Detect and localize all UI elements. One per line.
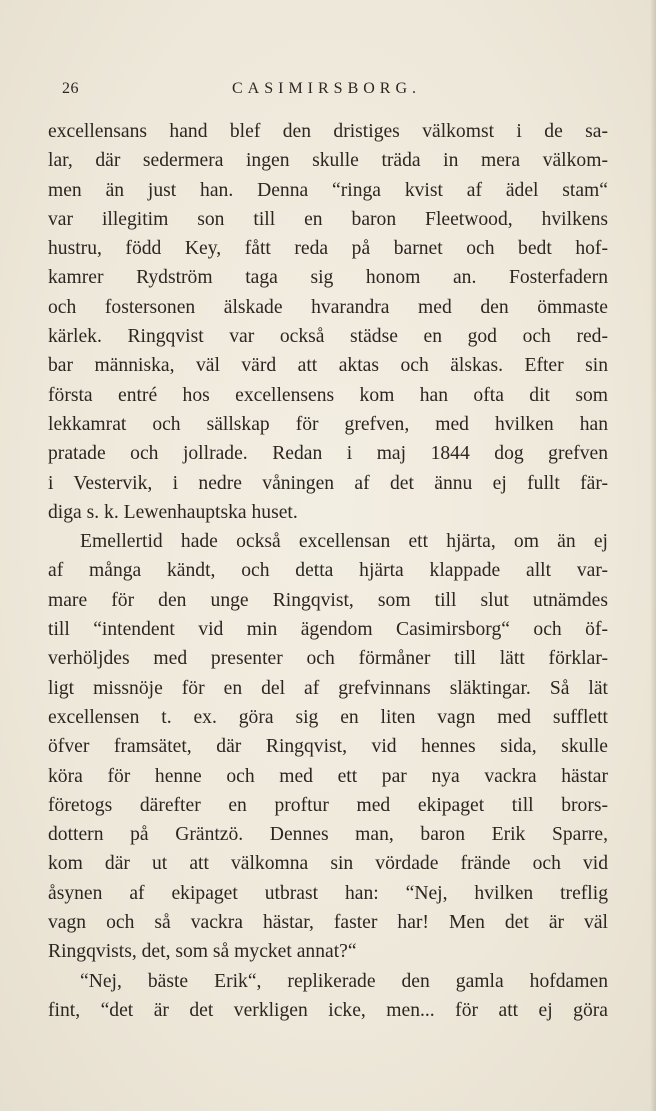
body-text (48, 117, 608, 1025)
text-line: verhöljdes med presenter och förmåner till lätt förklar- (48, 648, 608, 670)
text-line: företogs därefter en proftur med ekipaget till brors- (48, 794, 608, 816)
page-header (0, 80, 656, 104)
text-line: mare för den unge Ringqvist, som till slut utnämdes (48, 589, 608, 611)
text-line: lar, där sedermera ingen skulle träda in mera välkom- (48, 150, 608, 172)
page-edge-shadow (650, 0, 656, 1111)
text-line: dottern på Gräntzö. Dennes man, baron Erik Sparre, (48, 824, 608, 846)
paragraph-end-line: diga s. k. Lewenhauptska huset. (48, 501, 298, 523)
paragraph-end-line: Ringqvists, det, som så mycket annat?“ (48, 941, 357, 963)
text-line: ligt missnöje för en del af grefvinnans släktingar. Så lät (48, 677, 608, 699)
paragraph-start-line: “Nej, bäste Erik“, replikerade den gamla hofdamen (80, 970, 608, 992)
running-title: CASIMIRSBORG. (232, 80, 422, 97)
text-line: åsynen af ekipaget utbrast han: “Nej, hvilken treflig (48, 882, 608, 904)
text-line: köra för henne och med ett par nya vackra hästar (48, 765, 608, 787)
page-number: 26 (62, 80, 79, 97)
text-line: kärlek. Ringqvist var också städse en god och red- (48, 326, 608, 348)
text-line: första entré hos excellensens kom han ofta dit som (48, 384, 608, 406)
text-line: kamrer Rydström taga sig honom an. Fosterfadern (48, 267, 608, 289)
text-line: till “intendent vid min ägendom Casimirsborg“ och öf- (48, 619, 608, 641)
text-line: var illegitim son till en baron Fleetwood, hvilkens (48, 208, 608, 230)
text-line: kom där ut att välkomna sin vördade frände och vid (48, 853, 608, 875)
text-line: pratade och jollrade. Redan i maj 1844 dog grefven (48, 443, 608, 465)
text-line: och fostersonen älskade hvarandra med den ömmaste (48, 296, 608, 318)
text-line: hustru, född Key, fått reda på barnet och bedt hof- (48, 238, 608, 260)
text-line: af många kändt, och detta hjärta klappade allt var- (48, 560, 608, 582)
text-line: vagn och så vackra hästar, faster har! Men det är väl (48, 912, 608, 934)
text-line: excellensen t. ex. göra sig en liten vagn med sufflett (48, 706, 608, 728)
text-line: bar människa, väl värd att aktas och älskas. Efter sin (48, 355, 608, 377)
text-line: fint, “det är det verkligen icke, men... för att ej göra (48, 999, 608, 1021)
text-line: öfver framsätet, där Ringqvist, vid hennes sida, skulle (48, 736, 608, 758)
text-line: i Vestervik, i nedre våningen af det ännu ej fullt fär- (48, 472, 608, 494)
text-line: excellensans hand blef den dristiges välkomst i de sa- (48, 121, 608, 142)
paragraph-start-line: Emellertid hade också excellensan ett hjärta, om än ej (80, 531, 608, 553)
text-line: men än just han. Denna “ringa kvist af ädel stam“ (48, 179, 608, 201)
text-line: lekkamrat och sällskap för grefven, med hvilken han (48, 413, 608, 435)
